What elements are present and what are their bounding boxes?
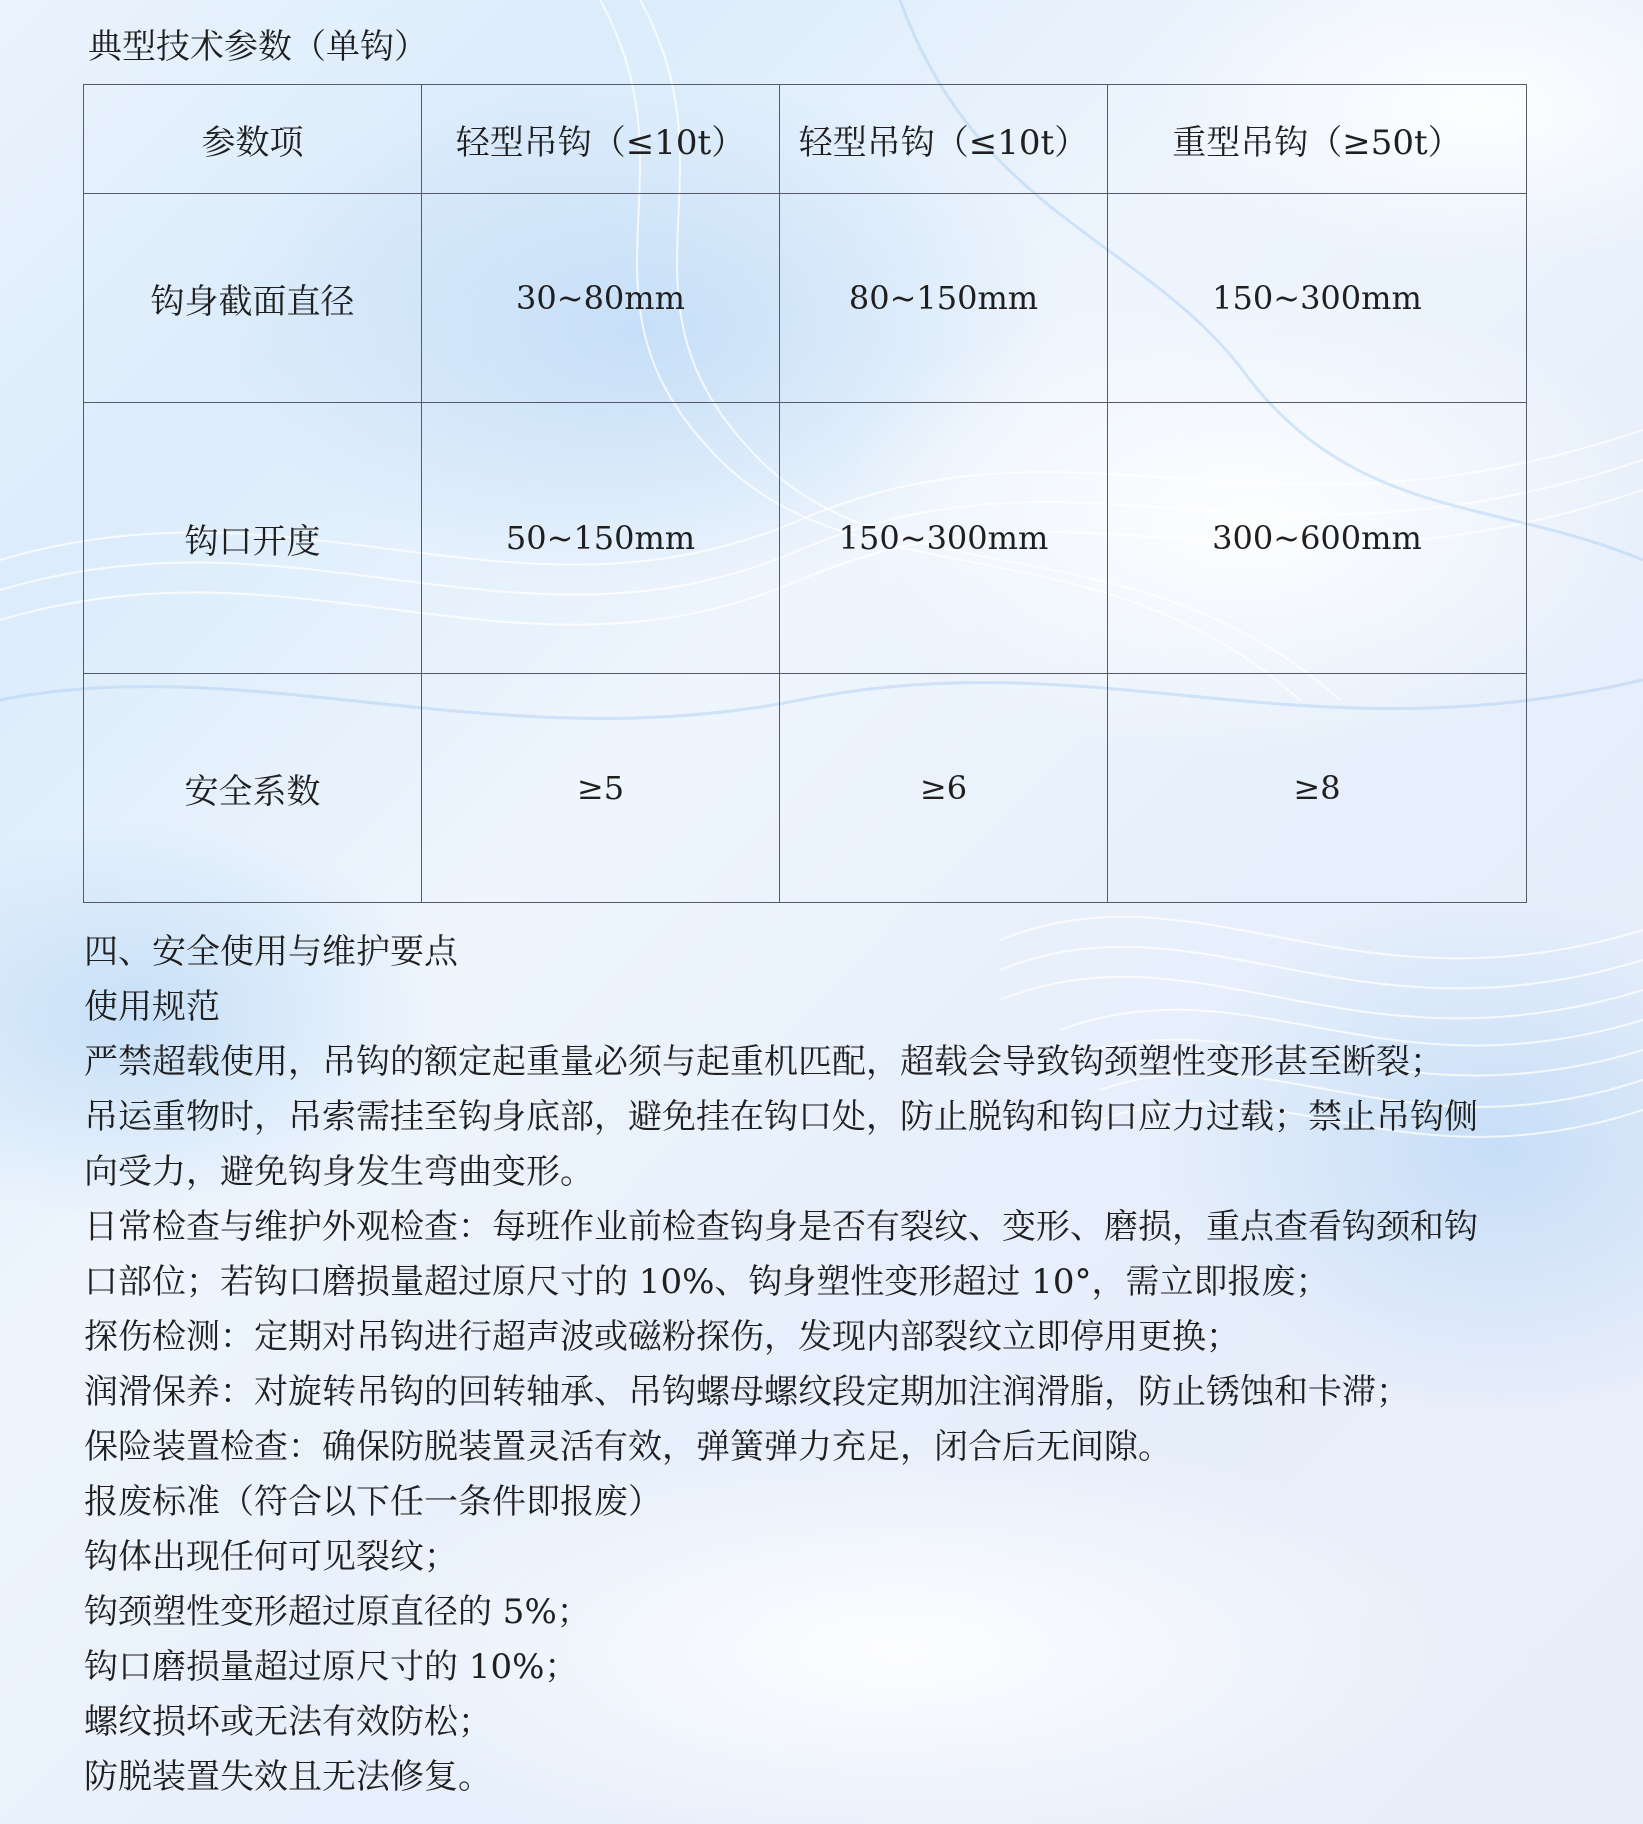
text-line: 吊运重物时，吊索需挂至钩身底部，避免挂在钩口处，防止脱钩和钩口应力过载；禁止吊钩侧 — [84, 1097, 1478, 1137]
maintenance-section — [84, 925, 1584, 1805]
row-label: 安全系数 — [84, 674, 422, 903]
list-item: 钩口磨损量超过原尺寸的 10%； — [84, 1647, 579, 1687]
table-cell: 30~80mm — [422, 194, 780, 403]
text-line: 保险装置检查：确保防脱装置灵活有效，弹簧弹力充足，闭合后无间隙。 — [84, 1427, 1172, 1467]
row-label: 钩口开度 — [84, 403, 422, 674]
table-cell: 150~300mm — [1108, 194, 1527, 403]
text-line: 日常检查与维护外观检查：每班作业前检查钩身是否有裂纹、变形、磨损，重点查看钩颈和钩 — [84, 1207, 1478, 1247]
table-row — [84, 403, 1527, 674]
text-line: 润滑保养：对旋转吊钩的回转轴承、吊钩螺母螺纹段定期加注润滑脂，防止锈蚀和卡滞； — [84, 1372, 1410, 1412]
table-header-cell: 轻型吊钩（≤10t） — [422, 85, 780, 194]
list-item: 螺纹损坏或无法有效防松； — [84, 1702, 492, 1742]
text-line: 口部位；若钩口磨损量超过原尺寸的 10%、钩身塑性变形超过 10°，需立即报废； — [84, 1262, 1330, 1302]
table-header-row — [84, 85, 1527, 194]
table-row — [84, 674, 1527, 903]
text-line: 严禁超载使用，吊钩的额定起重量必须与起重机匹配，超载会导致钩颈塑性变形甚至断裂； — [84, 1042, 1444, 1082]
section-heading: 四、安全使用与维护要点 — [84, 932, 458, 972]
table-header-cell: 参数项 — [84, 85, 422, 194]
text-line: 探伤检测：定期对吊钩进行超声波或磁粉探伤，发现内部裂纹立即停用更换； — [84, 1317, 1240, 1357]
table-cell: ≥5 — [422, 674, 780, 903]
list-item: 防脱装置失效且无法修复。 — [84, 1757, 492, 1797]
list-item: 钩体出现任何可见裂纹； — [84, 1537, 458, 1577]
table-cell: ≥6 — [780, 674, 1108, 903]
table-cell: ≥8 — [1108, 674, 1527, 903]
table-cell: 150~300mm — [780, 403, 1108, 674]
table-row — [84, 194, 1527, 403]
parameter-table — [83, 84, 1527, 903]
table-cell: 300~600mm — [1108, 403, 1527, 674]
subheading-scrap-criteria: 报废标准（符合以下任一条件即报废） — [84, 1482, 662, 1522]
table-cell: 80~150mm — [780, 194, 1108, 403]
subheading-usage-rules: 使用规范 — [84, 987, 220, 1027]
text-line: 向受力，避免钩身发生弯曲变形。 — [84, 1152, 594, 1192]
table-header-cell: 轻型吊钩（≤10t） — [780, 85, 1108, 194]
list-item: 钩颈塑性变形超过原直径的 5%； — [84, 1592, 591, 1632]
table-cell: 50~150mm — [422, 403, 780, 674]
row-label: 钩身截面直径 — [84, 194, 422, 403]
table-title: 典型技术参数（单钩） — [88, 27, 428, 67]
table-header-cell: 重型吊钩（≥50t） — [1108, 85, 1527, 194]
